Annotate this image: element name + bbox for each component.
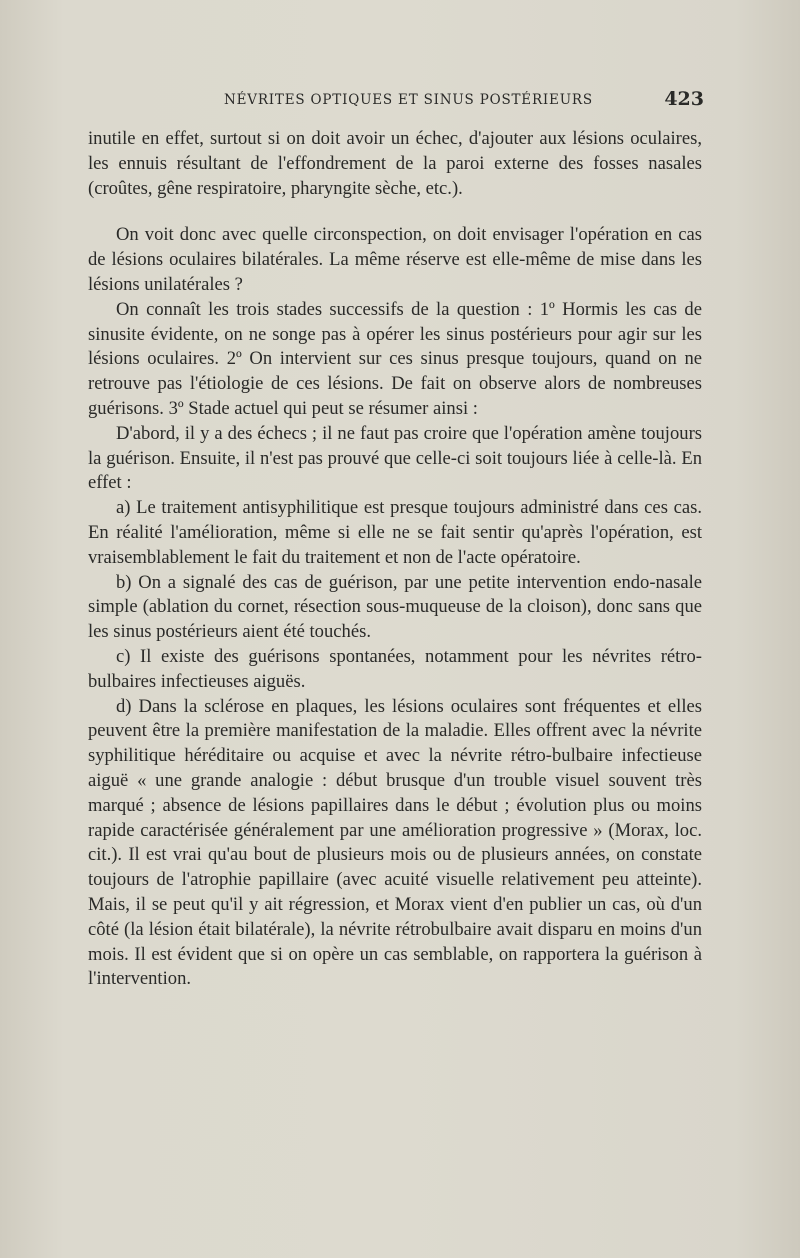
paragraph-echecs: D'abord, il y a des échecs ; il ne faut pas croire que l'opération amène toujours la guérison. Ensuite, il n'est pas prouvé que celle-ci soit toujours liée à celle-là. En effet : bbox=[88, 422, 702, 494]
paragraph-trois-stades: On connaît les trois stades successifs de la question : 1º Hormis les cas de sinusite évidente, on ne songe pas à opérer les sinus postérieurs pour agir sur les lésions oculaires. 2º On intervient sur ces sinus presque toujours, quand on ne retrouve pas l'étiologie de ces lésions. De fait on observe alors de nombreuses guérisons. 3º Stade actuel qui peut se résumer ainsi : bbox=[88, 298, 702, 419]
paragraph-continuation: inutile en effet, surtout si on doit avoir un échec, d'ajouter aux lésions oculaires, les ennuis résultant de l'effondrement de la paroi externe des fosses nasales (croûtes, gêne respiratoire, pharyngite sèche, etc.). bbox=[88, 128, 702, 199]
paragraph-point-b: b) On a signalé des cas de guérison, par une petite intervention endo-nasale simple (ablation du cornet, résection sous-muqueuse de la cloison), donc sans que les sinus postérieurs aient été touchés. bbox=[88, 571, 702, 643]
paragraph-point-c: c) Il existe des guérisons spontanées, notamment pour les névrites rétro-bulbaires infectieuses aiguës. bbox=[88, 645, 702, 692]
paragraph-point-d: d) Dans la sclérose en plaques, les lésions oculaires sont fréquentes et elles peuvent être la première manifestation de la maladie. Elles offrent avec la névrite syphilitique héréditaire ou acquise et avec la névrite rétro-bulbaire infectieuse aiguë « une grande analogie : début brusque d'un trouble visuel souvent très marqué ; absence de lésions papillaires dans le début ; évolution plus ou moins rapide caractérisée généralement par une amélioration progressive » (Morax, loc. cit.). Il est vrai qu'au bout de plusieurs mois ou de plusieurs années, on constate toujours de l'atrophie papillaire (avec acuité visuelle relativement peu atteinte). Mais, il se peut qu'il y ait régression, et Morax vient d'en publier un cas, où d'un côté (la lésion était bilatérale), la névrite rétrobulbaire avait disparu en moins d'un mois. Il est évident que si on opère un cas semblable, on rapportera la guérison à l'intervention. bbox=[88, 695, 702, 990]
paragraph-circonspection: On voit donc avec quelle circonspection, on doit envisager l'opération en cas de lésions oculaires bilatérales. La même réserve est elle-même de mise dans les lésions unilatérales ? bbox=[88, 224, 702, 295]
body-text bbox=[88, 127, 702, 992]
running-head bbox=[224, 88, 704, 116]
running-title: NÉVRITES OPTIQUES ET SINUS POSTÉRIEURS bbox=[224, 92, 593, 108]
page-number: 423 bbox=[664, 88, 704, 110]
paragraph-point-a: a) Le traitement antisyphilitique est presque toujours administré dans ces cas. En réalité l'amélioration, même si elle ne se fait sentir qu'après l'opération, est vraisemblablement le fait du traitement et non de l'acte opératoire. bbox=[88, 497, 702, 568]
